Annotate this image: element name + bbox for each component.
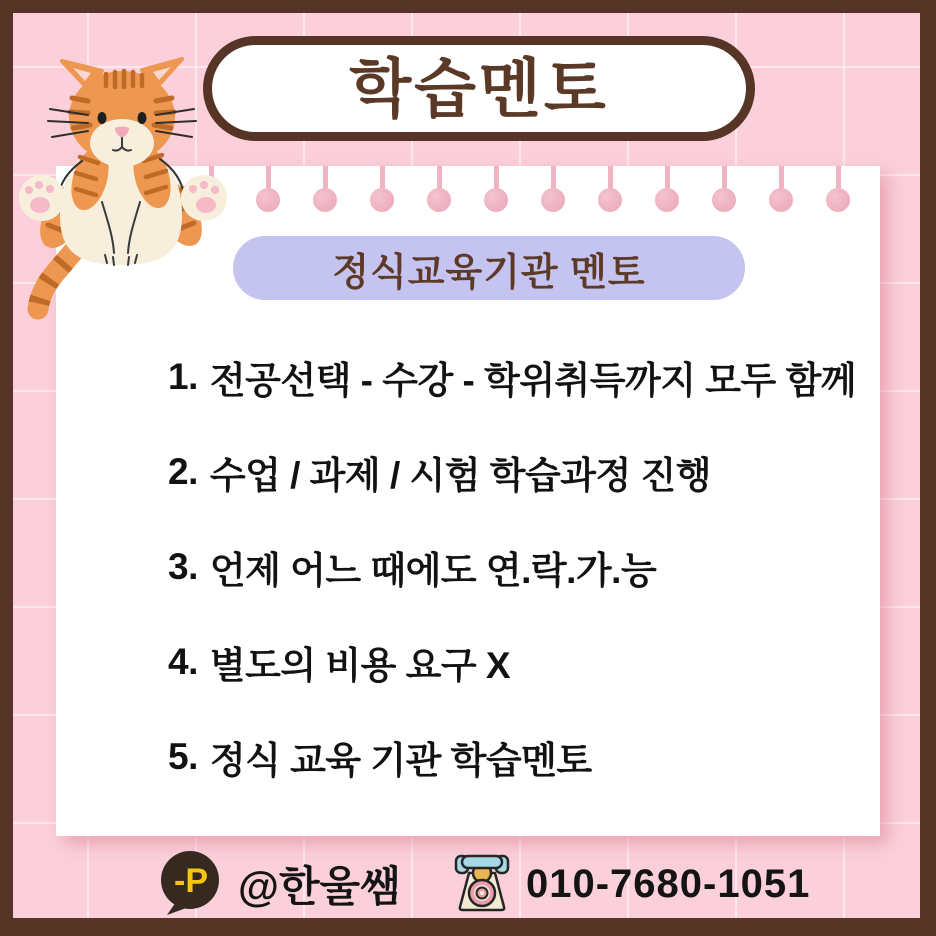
garland-pompom [484, 166, 508, 212]
garland-pompom [313, 166, 337, 212]
list-item-number: 3. [168, 546, 198, 587]
cat-illustration [2, 57, 247, 327]
list-item [168, 733, 828, 781]
garland-pompom [655, 166, 679, 212]
garland-pompom [541, 166, 565, 212]
list-item-text: 전공선택 - 수강 - 학위취득까지 모두 함께 [209, 360, 857, 401]
title-capsule [203, 36, 755, 141]
list-item-text: 언제 어느 때에도 연.락.가.능 [209, 550, 657, 591]
phone-number: 010-7680-1051 [526, 861, 811, 906]
garland-pompom [256, 166, 280, 212]
list-item [168, 638, 828, 686]
garland-pompom [427, 166, 451, 212]
garland-pompom [598, 166, 622, 212]
list-item [168, 543, 828, 591]
list-item-number: 5. [168, 736, 198, 777]
garland-pompom [370, 166, 394, 212]
contact-handle: @한울쌤 [238, 863, 401, 910]
list-item-text: 수업 / 과제 / 시험 학습과정 진행 [209, 455, 712, 496]
list-item [168, 353, 857, 401]
telephone-icon [452, 852, 512, 914]
list-item-number: 1. [168, 356, 198, 397]
garland-pompom [769, 166, 793, 212]
subtitle-label: 정식교육기관 멘토 [332, 251, 646, 294]
garland-pompom [712, 166, 736, 212]
garland-pompom [826, 166, 850, 212]
kakao-speech-bubble-icon [158, 849, 222, 917]
page-title: 학습멘토 [349, 52, 609, 125]
list-item-number: 2. [168, 451, 198, 492]
list-item-number: 4. [168, 641, 198, 682]
list-item-text: 별도의 비용 요구 X [209, 645, 511, 686]
list-item [168, 448, 828, 496]
subtitle-capsule [233, 236, 745, 300]
svg-text:-P: -P [174, 862, 208, 900]
list-item-text: 정식 교육 기관 학습멘토 [209, 740, 592, 781]
